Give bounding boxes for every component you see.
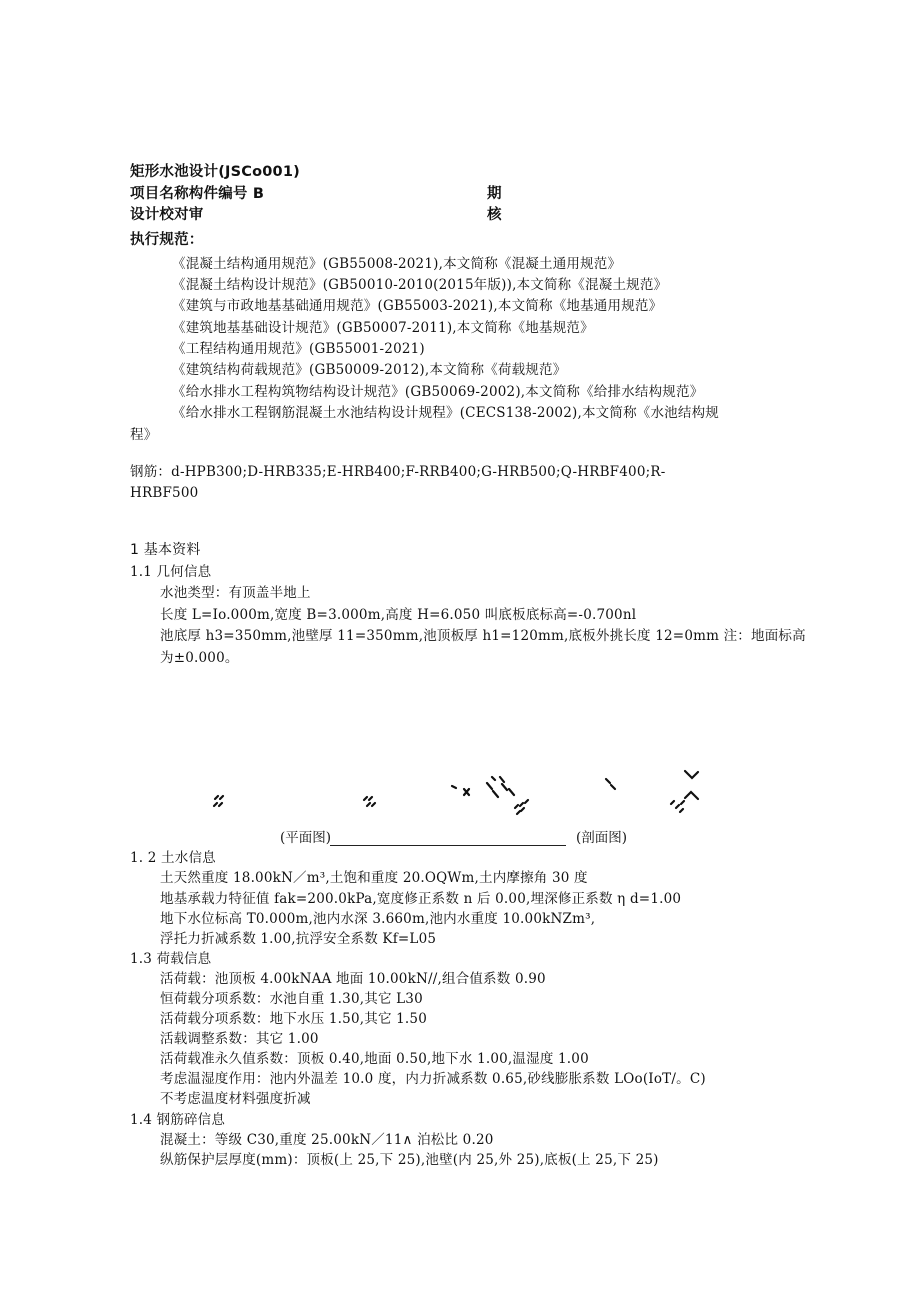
soil-line: 浮托力折减系数 1.00,抗浮安全系数 Kf=L05: [160, 931, 437, 947]
geometry-line: 池底厚 h3=350mm,池壁厚 11=350mm,池顶板厚 h1=120mm,底板外挑长度 12=0mm 注：地面标高: [160, 628, 806, 644]
section-heading: 1 基本资料: [130, 542, 201, 558]
subsection-heading: 1.4 钢筋碎信息: [130, 1112, 226, 1128]
subsection-heading: 1.1 几何信息: [130, 564, 212, 580]
date-label: 期: [487, 186, 502, 202]
section-fragment: [487, 777, 514, 797]
standard-item: 《建筑地基基础设计规范》(GB50007-2011),本文简称《地基规范》: [172, 320, 594, 336]
section-fragment: [452, 786, 469, 795]
rebar-line: 钢筋：d-HPB300;D-HRB335;E-HRB400;F-RRB400;G-HRB500;Q-HRBF400;R-: [130, 464, 666, 480]
standard-item: 《给水排水工程钢筋混凝土水池结构设计规程》(CECS138-2002),本文简称《水池结构规: [172, 405, 719, 421]
standard-item-continuation: 程》: [130, 427, 158, 443]
section-caption: (剖面图): [576, 830, 628, 846]
document-title: 矩形水池设计(JSCo001): [130, 164, 300, 180]
load-line: 考虑温湿度作用：池内外温差 10.0 度，内力折减系数 0.65,砂线膨胀系数 LOo(IoT/。C): [160, 1071, 706, 1087]
material-line: 混凝土：等级 C30,重度 25.00kN／11∧ 泊松比 0.20: [160, 1132, 494, 1148]
load-line: 活荷载：池顶板 4.00kNAA 地面 10.00kN//,组合值系数 0.90: [160, 971, 546, 987]
standard-item: 《混凝土结构通用规范》(GB55008-2021),本文简称《混凝土通用规范》: [172, 256, 622, 272]
load-line: 不考虑温度材料强度折减: [160, 1091, 311, 1107]
soil-line: 地基承载力特征值 fak=200.0kPa,宽度修正系数 n 后 0.00,埋深修正系数 η d=1.00: [160, 891, 682, 907]
load-line: 恒荷载分项系数：水池自重 1.30,其它 L30: [160, 991, 423, 1007]
load-line: 活荷载准永久值系数：顶板 0.40,地面 0.50,地下水 1.00,温湿度 1.00: [160, 1051, 589, 1067]
project-name-line: 项目名称构件编号 B: [130, 186, 265, 202]
plan-caption: (平面图): [280, 830, 332, 846]
review-label: 核: [487, 207, 502, 223]
section-fragment: [671, 771, 698, 812]
soil-line: 地下水位标高 T0.000m,池内水深 3.660m,池内水重度 10.00kNZm³,: [160, 911, 596, 927]
geometry-line: 为±0.000。: [160, 650, 239, 666]
subsection-heading: 1. 2 土水信息: [130, 850, 216, 866]
standard-item: 《建筑结构荷载规范》(GB50009-2012),本文简称《荷载规范》: [172, 362, 567, 378]
load-line: 活载调整系数：其它 1.00: [160, 1031, 319, 1047]
figure-captions: [280, 828, 640, 848]
standard-item: 《混凝土结构设计规范》(GB50010-2010(2015年版)),本文简称《混凝土规范》: [172, 277, 668, 293]
section-fragment: [606, 779, 615, 789]
plan-fragment: [364, 797, 375, 806]
material-line: 纵筋保护层厚度(mm)：顶板(上 25,下 25),池壁(内 25,外 25),底板(上 25,下 25): [160, 1152, 659, 1168]
check-line: 设计校对审: [130, 207, 204, 223]
section-fragment: [515, 800, 528, 814]
geometry-line: 水池类型：有顶盖半地上: [160, 585, 311, 601]
geometry-line: 长度 L=Io.000m,宽度 B=3.000m,高度 H=6.050 叫底板底标高=-0.700nl: [160, 607, 637, 623]
standard-item: 《工程结构通用规范》(GB55001-2021): [172, 341, 425, 357]
soil-line: 土天然重度 18.00kN／m³,土饱和重度 20.OQWm,土内摩擦角 30 度: [160, 870, 588, 886]
standard-item: 《建筑与市政地基基础通用规范》(GB55003-2021),本文简称《地基通用规范》: [172, 298, 663, 314]
plan-fragment: [214, 796, 223, 806]
caption-underline: [330, 845, 566, 846]
standards-heading: 执行规范：: [130, 232, 204, 248]
load-line: 活荷载分项系数：地下水压 1.50,其它 1.50: [160, 1011, 427, 1027]
standard-item: 《给水排水工程构筑物结构设计规范》(GB50069-2002),本文简称《给排水结构规范》: [172, 384, 704, 400]
subsection-heading: 1.3 荷载信息: [130, 951, 212, 967]
rebar-line: HRBF500: [130, 485, 199, 501]
